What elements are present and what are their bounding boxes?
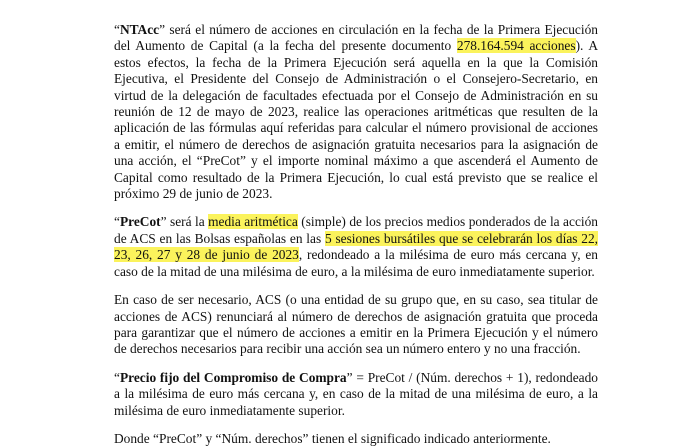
term-ntacc: NTAcc — [119, 22, 160, 37]
highlight-sessions: 5 sesiones bursátiles que se celebrarán los días 22, 23, 26, 27 y 28 de junio de 2023 — [114, 230, 598, 263]
open-quote: “ — [114, 214, 120, 230]
highlight-shares: 278.164.594 acciones — [456, 38, 576, 54]
paragraph-text: En caso de ser necesario, ACS (o una entidad de su grupo que, en su caso, sea titular de acciones de ACS) renunciará al número de derechos de asignación gratuita que proceda para garantizar que el número de acciones a emitir en la Primera Ejecución y el número de derechos necesarios para recibir una acción sea un número entero y no una fracción. — [114, 292, 598, 357]
paragraph-text: ” será el número de acciones en circulación en la fecha de la Primera Ejecución del Aumento de Capital (a la fecha del presente documento — [114, 22, 598, 54]
paragraph-text: ” será la — [160, 214, 209, 230]
document-body — [114, 22, 598, 447]
paragraph-text: Donde “PreCot” y “Núm. derechos” tienen el significado indicado anteriormente. — [114, 430, 551, 446]
paragraph-text: (simple) de los precios medios ponderados de la acción de ACS en las Bolsas españolas en las — [114, 214, 598, 246]
paragraph-donde — [114, 431, 598, 447]
term-precio-fijo: Precio fijo del Compromiso de Compra — [119, 369, 347, 385]
highlight-average: media aritmética — [208, 214, 298, 230]
paragraph-precio-fijo — [114, 370, 598, 419]
paragraph-ntacc — [114, 22, 598, 202]
open-quote: “ — [114, 22, 120, 37]
paragraph-text: ” = PreCot / (Núm. derechos + 1), redondeado a la milésima de euro más cercana y, en caso de la mitad de una milésima de euro, a la milésima de euro inmediatamente superior. — [114, 369, 598, 418]
paragraph-text: ). A estos efectos, la fecha de la Primera Ejecución será aquella en la que la Comisión Ejecutiva, el Presidente del Consejo de Administración o el Consejero-Secretario, en virtud de la delegación de facultades efectuada por el Consejo de Administración en su reunión de 12 de mayo de 2023, realice las operaciones aritméticas que resulten de la aplicación de las fórmulas aquí referidas para calcular el número provisional de acciones a emitir, el número de derechos de asignación gratuita necesarios para la asignación de una acción, el “PreCot” y el importe nominal máximo a que ascenderá el Aumento de Capital como resultado de la Primera Ejecución, lo cual está previsto que se realice el próximo 29 de junio de 2023. — [114, 38, 598, 202]
paragraph-precot — [114, 214, 598, 280]
open-quote: “ — [114, 369, 120, 385]
paragraph-renuncia — [114, 292, 598, 358]
term-precot: PreCot — [119, 214, 161, 230]
paragraph-text: , redondeado a la milésima de euro más cercana y, en caso de la mitad de una milésima de euro, a la milésima de euro inmediatamente superior. — [114, 247, 599, 279]
